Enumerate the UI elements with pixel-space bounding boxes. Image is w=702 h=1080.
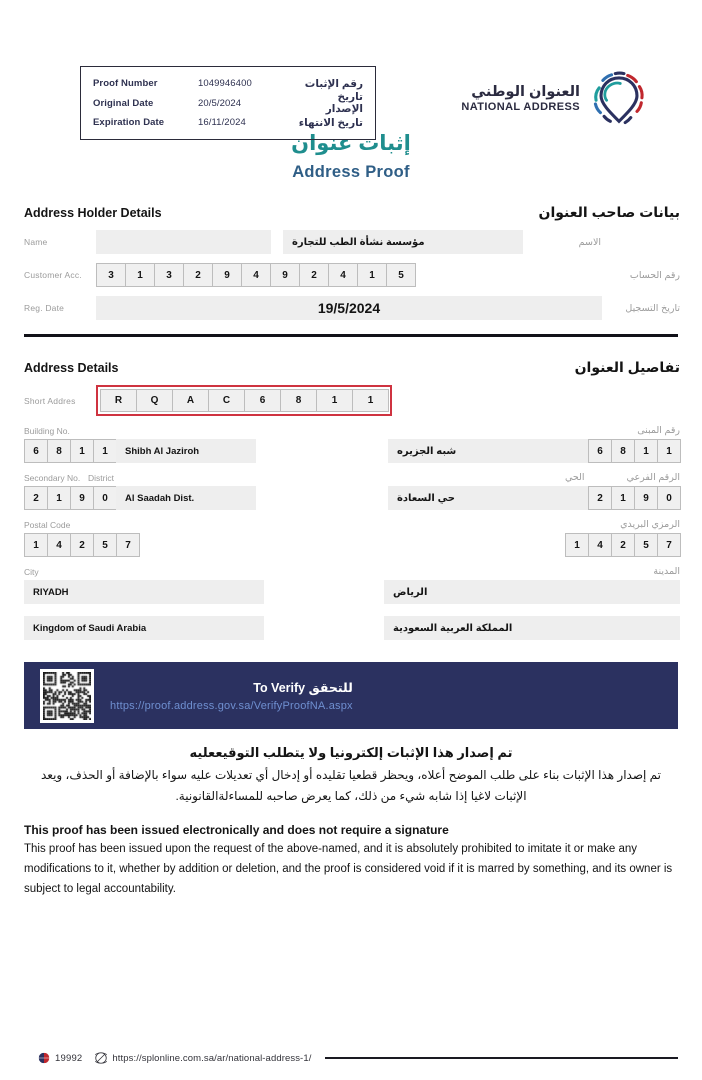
proof-number-value: 1049946400 (198, 78, 252, 90)
name-value-ar: مؤسسة نشأة الطب للتجارة (283, 230, 523, 254)
secondary-label-ar: الرقم الفرعي (626, 472, 680, 483)
char-cell: 9 (212, 263, 242, 287)
char-cell: 4 (328, 263, 358, 287)
char-cell: 2 (70, 533, 94, 557)
char-cell: 3 (154, 263, 184, 287)
char-cell: 8 (280, 389, 317, 412)
char-cell: 1 (634, 439, 658, 463)
secondary-label-en: Secondary No. (24, 473, 81, 483)
city-value-en: RIYADH (24, 580, 264, 604)
short-address-chars (100, 389, 388, 412)
building-label-en: Building No. (24, 426, 70, 436)
proof-info-box (80, 66, 376, 140)
postal-label-ar: الرمزي البريدي (620, 519, 680, 530)
secondary-right (388, 486, 680, 510)
footer-url[interactable]: https://splonline.com.sa/ar/national-address-1/ (112, 1052, 312, 1064)
secondary-left (24, 486, 256, 510)
customer-acc-digits (96, 263, 602, 287)
char-cell: 2 (299, 263, 329, 287)
logo-name-en: NATIONAL ADDRESS (461, 101, 580, 114)
building-digits-en (24, 439, 116, 463)
char-cell: 7 (657, 533, 681, 557)
verify-texts (110, 680, 353, 712)
verify-title-ar: للتحقق (308, 680, 353, 695)
char-cell: 1 (93, 439, 117, 463)
district-label-en: District (88, 473, 114, 483)
address-heading-en: Address Details (24, 360, 119, 375)
building-left (24, 439, 256, 463)
proof-number-label-ar: رقم الإثبات (304, 77, 363, 90)
short-address-label-en: Short Addres (24, 395, 76, 406)
char-cell: 5 (93, 533, 117, 557)
section-divider (24, 334, 678, 337)
building-row (24, 439, 680, 463)
short-address-row (24, 385, 680, 416)
holder-heading-en: Address Holder Details (24, 205, 162, 220)
disclaimer-arabic (24, 745, 678, 807)
document-header (0, 0, 702, 129)
customer-acc-label-ar: رقم الحساب (629, 269, 680, 281)
original-date-value: 20/5/2024 (198, 97, 242, 109)
footer-rule (325, 1057, 678, 1059)
city-label-en: City (24, 567, 39, 577)
postal-row (24, 533, 680, 557)
char-cell: R (100, 389, 137, 412)
verify-title-en: To Verify (253, 680, 306, 695)
name-row (24, 230, 680, 254)
secondary-digits-en (24, 486, 116, 510)
secondary-row (24, 486, 680, 510)
qr-code[interactable] (40, 669, 94, 723)
original-date-label-ar: تاريخ الإصدار (325, 91, 363, 116)
disclaimer-english (24, 823, 678, 899)
customer-acc-label-en: Customer Acc. (24, 270, 82, 280)
postal-digits-en (24, 533, 139, 557)
char-cell: 1 (611, 486, 635, 510)
building-labels (24, 425, 680, 436)
city-value-ar: الرياض (384, 580, 680, 604)
postal-label-en: Postal Code (24, 520, 71, 530)
holder-form (0, 230, 702, 320)
char-cell: 7 (116, 533, 140, 557)
document-footer (0, 1052, 702, 1064)
expiration-date-value: 16/11/2024 (198, 117, 246, 129)
char-cell: A (172, 389, 209, 412)
char-cell: 1 (657, 439, 681, 463)
district-name-ar: حي السعادة (388, 486, 588, 510)
reg-date-label-ar: تاريخ التسجيل (625, 302, 680, 314)
holder-section-heading (0, 204, 702, 221)
char-cell: 6 (244, 389, 281, 412)
footer-phone: 19992 (55, 1052, 83, 1064)
city-labels (24, 566, 680, 577)
original-date-row (93, 91, 363, 116)
holder-heading-ar: بيانات صاحب العنوان (538, 204, 680, 220)
expiration-date-label-en: Expiration Date (93, 117, 165, 129)
original-date-label-en: Original Date (93, 97, 154, 109)
logo-wordmark (461, 84, 580, 113)
verify-url[interactable]: https://proof.address.gov.sa/VerifyProofNA.aspx (110, 699, 353, 712)
char-cell: 1 (125, 263, 155, 287)
reg-date-row (24, 296, 680, 320)
proof-number-label-en: Proof Number (93, 78, 158, 90)
disclaimer-ar-body: تم إصدار هذا الإثبات بناء على طلب الموضح أعلاه، ويحظر قطعيا تقليده أو إدخال أي تعديلات عليه سواء بالإضافة أو الحذف، ويعد الإثبات لاغيا إذا شابه شيء من ذلك، كما يعرض صاحبه للمساءلةالقانونية. (40, 768, 662, 803)
address-section-heading (0, 359, 702, 376)
page-title-en: Address Proof (292, 163, 410, 181)
page-title-ar: إثبات عنوان (291, 132, 411, 155)
char-cell: 1 (352, 389, 389, 412)
disclaimer-ar-heading: تم إصدار هذا الإثبات إلكترونيا ولا يتطلب التوقيععليه (189, 745, 513, 760)
char-cell: 8 (611, 439, 635, 463)
char-cell: 9 (70, 486, 94, 510)
disclaimer-en-body: This proof has been issued upon the request of the above-named, and it is absolutely prohibited to imitate it or make any modifications to it, whether by addition or deletion, and the proof is considered void if it is marred by something, and its owner is subject to legal accountability. (24, 843, 673, 895)
website-link-icon (95, 1052, 107, 1064)
char-cell: C (208, 389, 245, 412)
char-cell: 8 (47, 439, 71, 463)
char-cell: 2 (611, 533, 635, 557)
name-label-en: Name (24, 237, 48, 247)
char-cell: 3 (96, 263, 126, 287)
char-cell: 4 (241, 263, 271, 287)
char-cell: 1 (70, 439, 94, 463)
postal-labels (24, 519, 680, 530)
char-cell: 1 (316, 389, 353, 412)
district-label-ar: الحي (564, 472, 585, 483)
city-row (24, 580, 680, 604)
char-cell: 6 (24, 439, 48, 463)
building-name-ar: شبه الجزيره (388, 439, 588, 463)
name-label-ar: الاسم (578, 236, 601, 248)
building-label-ar: رقم المبنى (637, 425, 680, 436)
city-label-ar: المدينة (653, 566, 680, 577)
short-address-frame (96, 385, 392, 416)
name-value-en (96, 230, 271, 254)
country-row (24, 616, 680, 640)
reg-date-label-en: Reg. Date (24, 303, 65, 313)
char-cell: 5 (634, 533, 658, 557)
customer-acc-row (24, 263, 680, 287)
phone-globe-icon (38, 1052, 50, 1064)
district-name-en: Al Saadah Dist. (116, 486, 256, 510)
char-cell: 4 (588, 533, 612, 557)
char-cell: 4 (47, 533, 71, 557)
location-pin-icon (588, 68, 650, 130)
national-address-logo (461, 68, 650, 130)
verify-title (110, 680, 353, 695)
char-cell: 1 (565, 533, 589, 557)
expiration-date-row (93, 113, 363, 133)
logo-name-ar: العنوان الوطني (471, 84, 580, 101)
char-cell: 1 (47, 486, 71, 510)
char-cell: 9 (634, 486, 658, 510)
char-cell: 2 (183, 263, 213, 287)
building-right (388, 439, 680, 463)
expiration-date-label-ar: تاريخ الانتهاء (298, 116, 363, 129)
address-heading-ar: تفاصيل العنوان (574, 359, 680, 375)
char-cell: 1 (357, 263, 387, 287)
country-value-ar: المملكة العربية السعودية (384, 616, 680, 640)
verify-banner (24, 662, 678, 729)
secondary-labels (24, 472, 680, 483)
char-cell: 2 (24, 486, 48, 510)
char-cell: 2 (588, 486, 612, 510)
char-cell: 5 (386, 263, 416, 287)
country-value-en: Kingdom of Saudi Arabia (24, 616, 264, 640)
secondary-digits-ar (588, 486, 680, 510)
address-form (0, 385, 702, 640)
postal-digits-ar (565, 533, 680, 557)
building-name-en: Shibh Al Jaziroh (116, 439, 256, 463)
char-cell: 0 (93, 486, 117, 510)
char-cell: 0 (657, 486, 681, 510)
building-digits-ar (588, 439, 680, 463)
char-cell: Q (136, 389, 173, 412)
char-cell: 1 (24, 533, 48, 557)
char-cell: 9 (270, 263, 300, 287)
char-cell: 6 (588, 439, 612, 463)
reg-date-value: 19/5/2024 (96, 296, 602, 320)
disclaimer-en-heading: This proof has been issued electronically and does not require a signature (24, 823, 449, 837)
